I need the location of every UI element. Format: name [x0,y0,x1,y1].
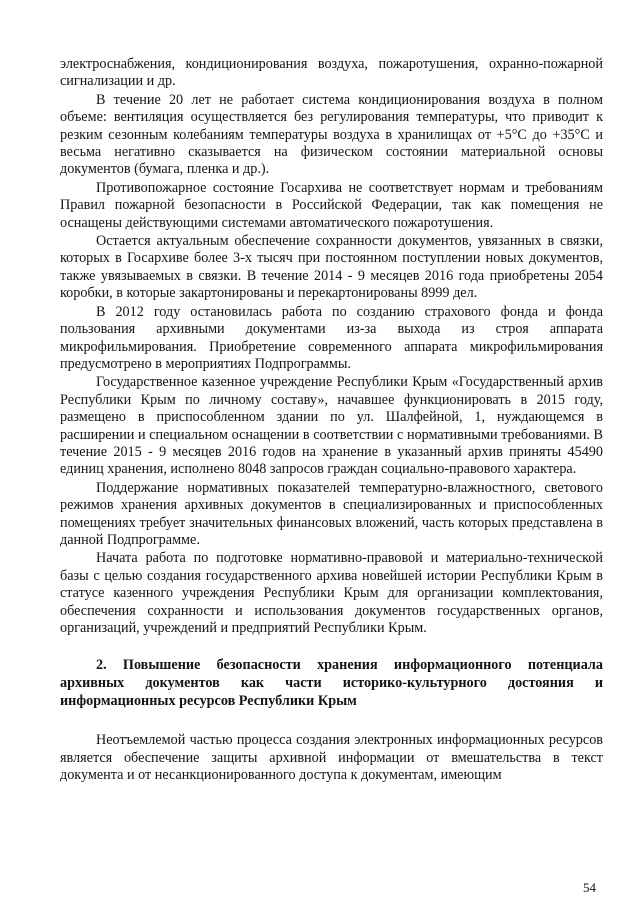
paragraph-7: Поддержание нормативных показателей температурно-влажностного, светового режимов хранения архивных документов в специализированных и приспособленных помещениях требует значительных финансовых вложений, часть которых представлена в данной Подпрограмме. [60,479,603,548]
paragraph-2: В течение 20 лет не работает система кондиционирования воздуха в полном объеме: вентиляция осуществляется без регулирования температуры, что приводит к резким сезонным колебаниям температуры воздуха в хранилищах от +5°С до +35°С и весьма негативно сказывается на физическом состоянии материальной основы документов (бумага, пленка и др.). [60,91,603,178]
document-body [60,56,603,784]
paragraph-3: Противопожарное состояние Госархива не соответствует нормам и требованиям Правил пожарной безопасности в Российской Федерации, так как помещения не оснащены действующими системами автоматического пожаротушения. [60,179,603,231]
page-number: 54 [583,880,596,895]
paragraph-4: Остается актуальным обеспечение сохранности документов, увязанных в связки, которых в Госархиве более 3-х тысяч при постоянном поступлении новых документов, также увязываемых в связки. В течение 2014 - 9 месяцев 2016 года приобретены 2054 коробки, в которые закартонированы и перекартонированы 8999 дел. [60,233,603,302]
paragraph-8: Начата работа по подготовке нормативно-правовой и материально-технической базы с целью создания государственного архива новейшей истории Республики Крым в статусе казенного учреждения Республики Крым для организации комплектования, обеспечения сохранности и использования документов государственных органов, организаций, учреждений и предприятий Республики Крым. [60,550,603,636]
paragraph-6: Государственное казенное учреждение Республики Крым «Государственный архив Республики Крым по личному составу», начавшее функционировать в 2015 году, размещено в приспособленном здании по ул. Шалфейной, 1, нуждающемся в расширении и специальном оснащении в соответствии с нормативными требованиями. В течение 2015 - 9 месяцев 2016 годов на хранение в указанный архив приняты 45490 единиц хранения, исполнено 8048 запросов граждан социально-правового характера. [60,374,603,478]
paragraph-1: электроснабжения, кондиционирования воздуха, пожаротушения, охранно-пожарной сигнализации и др. [60,56,603,90]
section-heading: 2. Повышение безопасности хранения информационного потенциала архивных документов как части историко-культурного достояния и информационных ресурсов Республики Крым [60,657,603,709]
closing-paragraph: Неотъемлемой частью процесса создания электронных информационных ресурсов является обеспечение защиты архивной информации от вмешательства в текст документа и от несанкционированного доступа к документам, имеющим [60,732,603,783]
paragraph-5: В 2012 году остановилась работа по созданию страхового фонда и фонда пользования архивными документами из-за выхода из строя аппарата микрофильмирования. Приобретение современного аппарата микрофильмирования предусмотрено в мероприятиях Подпрограммы. [60,303,603,372]
